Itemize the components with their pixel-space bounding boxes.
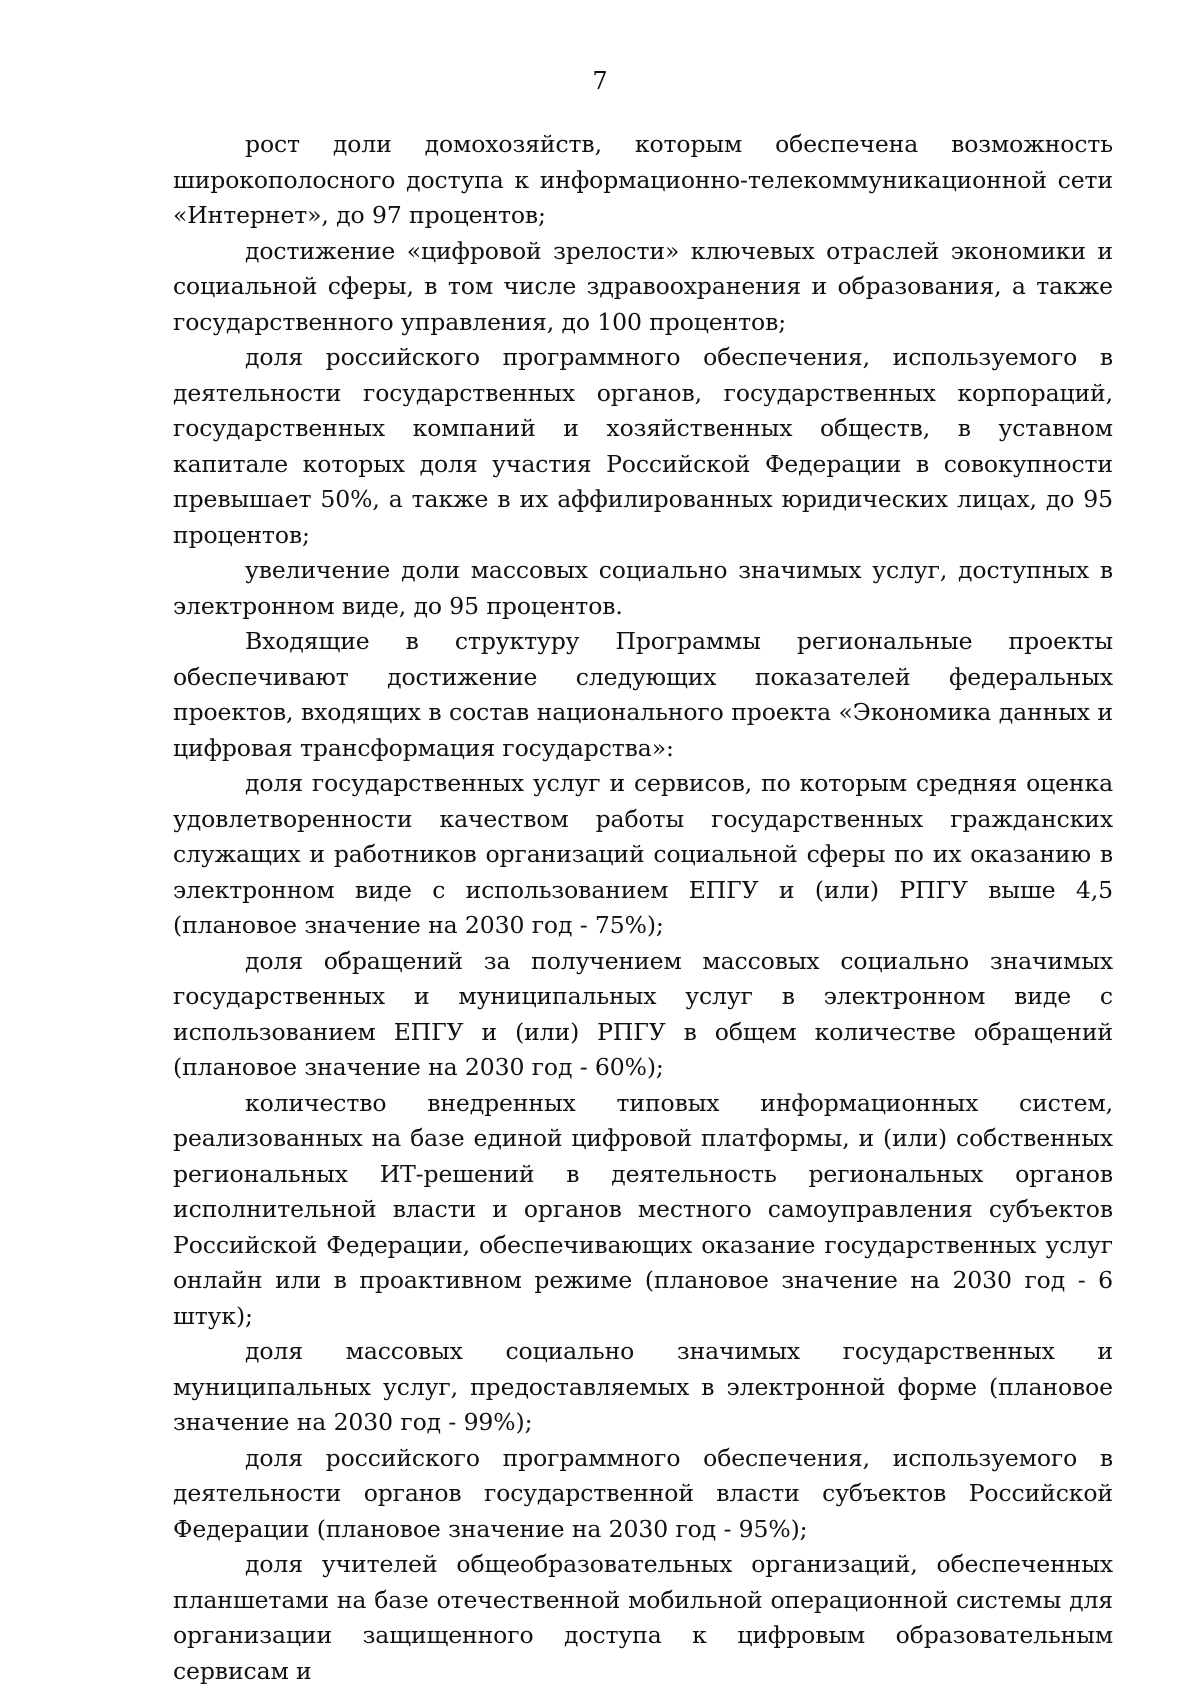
paragraph-digital-maturity: достижение «цифровой зрелости» ключевых отраслей экономики и социальной сферы, в том числе здравоохранения и образования, а также государственного управления, до 100 процентов;: [173, 236, 1113, 336]
paragraph-satisfaction-share: доля государственных услуг и сервисов, по которым средняя оценка удовлетворенности качеством работы государственных гражданских служащих и работников организаций социальной сферы по их оказанию в электронном виде с использованием ЕПГУ и (или) РПГУ выше 4,5 (плановое значение на 2030 год - 75%);: [173, 769, 1113, 939]
paragraph-electronic-requests-share: доля обращений за получением массовых социально значимых государственных и муниципальных услуг в электронном виде с использованием ЕПГУ и (или) РПГУ в общем количестве обращений (плановое значение на 2030 год - 60%);: [173, 946, 1113, 1081]
paragraph-teachers-tablets-share: доля учителей общеобразовательных организаций, обеспеченных планшетами на базе отечественной мобильной операционной системы для организации защищенного доступа к цифровым образовательным сервисам и: [173, 1550, 1113, 1685]
paragraph-mass-services-share: увеличение доли массовых социально значимых услуг, доступных в электронном виде, до 95 процентов.: [173, 556, 1113, 620]
paragraph-russian-software-share: доля российского программного обеспечения, используемого в деятельности государственных органов, государственных корпораций, государственных компаний и хозяйственных обществ, в уставном капитале которых доля участия Российской Федерации в совокупности превышает 50%, а также в их аффилированных юридических лицах, до 95 процентов;: [173, 343, 1113, 549]
page-number: 7: [592, 67, 608, 95]
paragraph-typical-systems-count: количество внедренных типовых информационных систем, реализованных на базе единой цифровой платформы, и (или) собственных региональных ИТ-решений в деятельность региональных органов исполнительной власти и органов местного самоуправления субъектов Российской Федерации, обеспечивающих оказание государственных услуг онлайн или в проактивном режиме (плановое значение на 2030 год - 6 штук);: [173, 1088, 1113, 1330]
document-body: [173, 127, 1113, 1689]
paragraph-household-broadband: рост доли домохозяйств, которым обеспечена возможность широкополосного доступа к информационно-телекоммуникационной сети «Интернет», до 97 процентов;: [173, 130, 1113, 229]
paragraph-electronic-services-share: доля массовых социально значимых государственных и муниципальных услуг, предоставляемых в электронной форме (плановое значение на 2030 год - 99%);: [173, 1337, 1113, 1436]
paragraph-regional-projects-intro: Входящие в структуру Программы региональные проекты обеспечивают достижение следующих показателей федеральных проектов, входящих в состав национального проекта «Экономика данных и цифровая трансформация государства»:: [173, 627, 1113, 762]
paragraph-regional-software-share: доля российского программного обеспечения, используемого в деятельности органов государственной власти субъектов Российской Федерации (плановое значение на 2030 год - 95%);: [173, 1443, 1113, 1543]
